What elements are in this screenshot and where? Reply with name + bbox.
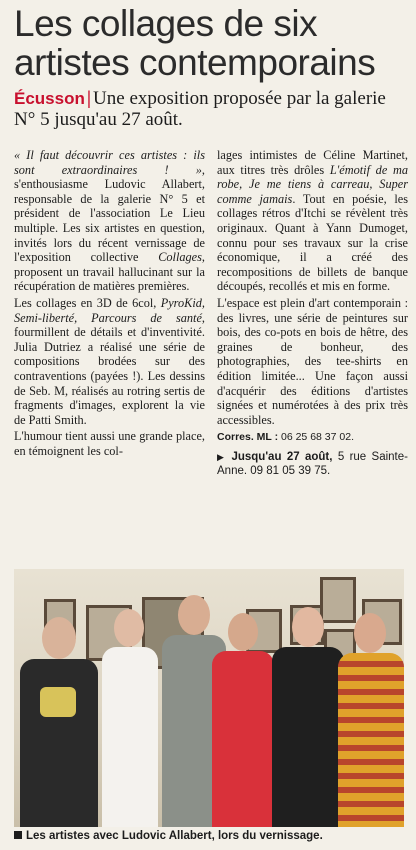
- paragraph: Les collages en 3D de 6col, PyroKid, Semi-liberté, Parcours de santé, fourmillent de détails et d'inventivité. Julia Dutriez a réalisé une série de compositions brodées sur des contraventions (payées !). Les dessins de Seb. M, réalisés au rotring sertis de fragments d'images, explorent la vie de Patti Smith.: [14, 295, 205, 427]
- kicker-separator: |: [86, 88, 92, 109]
- headline: Les collages de six artistes contemporains: [14, 3, 376, 83]
- person: [272, 607, 344, 827]
- person: [212, 613, 274, 827]
- paragraph: L'humour tient aussi une grande place, en témoignent les col-: [14, 429, 205, 458]
- triangle-icon: ▶: [217, 451, 227, 462]
- subtitle: Une exposition proposée par la galerie N° 5 jusqu'au 27 août.: [14, 88, 386, 130]
- paragraph: « Il faut découvrir ces artistes : ils sont extraordinaires ! », s'enthousiasme Ludovic Allabert, responsable de la galerie N° 5 et président de l'association Le Lieu multiple. Les six artistes en question, invités lors du récent vernissage de l'exposition collective Collages, proposent un travail hallucinant sur la récupération de matières premières.: [14, 148, 205, 294]
- person: [338, 613, 404, 827]
- correspondent-line: Corres. ML : 06 25 68 37 02.: [217, 431, 354, 444]
- quote-text: « Il faut découvrir ces artistes : ils sont extraordinaires ! »: [14, 148, 205, 177]
- subtitle-block: [14, 88, 406, 130]
- person: [98, 609, 162, 827]
- article-column-left: [14, 148, 205, 460]
- article-column-right: [217, 148, 408, 478]
- paragraph: lages intimistes de Céline Martinet, aux titres très drôles L'émotif de ma robe, Je me tiens à carreau, Super comme jamais. Tout en poésie, les collages rétros d'Itchi se révèlent très originaux. Quant à Yann Dumoget, connu pour ses travaux sur la crise économique, il a créé des recompositions de billets de banque découpés, recollés et mis en forme.: [217, 148, 408, 294]
- square-bullet-icon: [14, 831, 22, 839]
- practical-info: ▶ Jusqu'au 27 août, 5 rue Sainte-Anne. 09 81 05 39 75.: [217, 450, 408, 477]
- person: [20, 617, 98, 827]
- photo-caption: Les artistes avec Ludovic Allabert, lors du vernissage.: [14, 830, 406, 842]
- kicker-label: Écusson: [14, 89, 85, 108]
- group-photo: [14, 569, 404, 827]
- paragraph: L'espace est plein d'art contemporain : des livres, une série de peintures sur bois, des co-pots en bois de hêtre, des graines de bonheur, des photographies, des tee-shirts en édition limitée... Une façon aussi d'acquérir des éditions d'artistes signées et numérotées à des prix très accessibles.: [217, 295, 408, 427]
